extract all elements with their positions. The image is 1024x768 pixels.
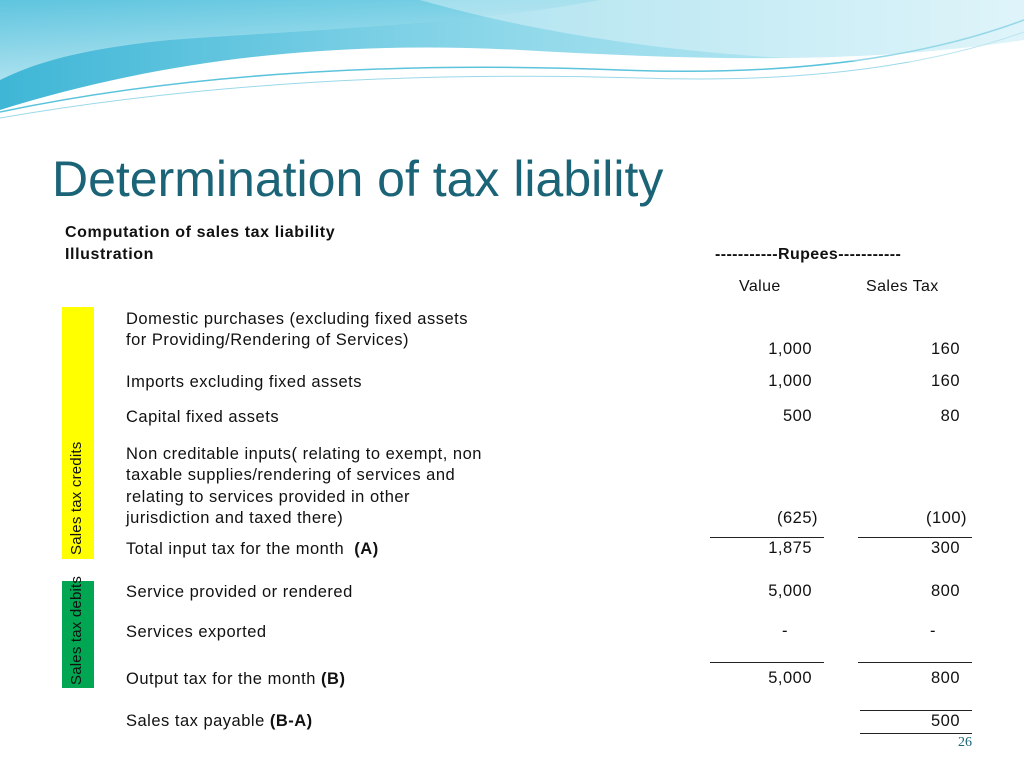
subtotal-line-value-a: [710, 537, 824, 538]
row-domestic-line2: for Providing/Rendering of Services): [126, 331, 410, 349]
row-imports-value: 1,000: [768, 372, 812, 390]
row-output-value: 5,000: [768, 669, 812, 687]
row-service-value: 5,000: [768, 582, 812, 600]
row-noncred-line1: Non creditable inputs( relating to exempt, non: [126, 445, 482, 463]
row-payable-label: Sales tax payable: [126, 712, 265, 730]
subtitle-illustration: Illustration: [65, 246, 154, 263]
row-capital-label: Capital fixed assets: [126, 408, 280, 426]
row-noncred-tax: (100): [925, 509, 967, 527]
row-payable: [126, 711, 313, 733]
row-imports-label: Imports excluding fixed assets: [126, 373, 363, 391]
rupees-header: -----------Rupees-----------: [715, 246, 902, 263]
sales-tax-debits-band: [62, 575, 94, 688]
row-capital-tax: 80: [940, 407, 960, 425]
row-noncred-line4: jurisdiction and taxed there): [126, 509, 344, 527]
row-total-input-tag: (A): [354, 540, 379, 558]
row-noncred-value: (625): [776, 509, 818, 527]
page-title: Determination of tax liability: [52, 151, 664, 207]
row-noncred-line3: relating to services provided in other: [126, 488, 411, 506]
column-header-sales-tax: Sales Tax: [866, 278, 939, 295]
subtotal-line-tax-b: [858, 662, 972, 663]
row-exported-tax: -: [930, 622, 936, 640]
row-output-label: Output tax for the month: [126, 670, 316, 688]
row-domestic-value: 1,000: [768, 340, 812, 358]
sales-tax-debits-label: Sales tax debits: [68, 575, 85, 685]
row-domestic-tax: 160: [930, 340, 960, 358]
row-output: [126, 669, 345, 691]
header-wave-decoration: [0, 0, 1024, 130]
subtotal-line-value-b: [710, 662, 824, 663]
row-service-tax: 800: [930, 582, 960, 600]
row-noncred-line2: taxable supplies/rendering of services and: [126, 466, 456, 484]
sales-tax-credits-band: [62, 307, 94, 559]
row-capital-value: 500: [782, 407, 812, 425]
row-service-label: Service provided or rendered: [126, 583, 353, 601]
row-imports-tax: 160: [930, 372, 960, 390]
row-total-input-label: Total input tax for the month: [126, 540, 345, 558]
row-payable-tax: 500: [930, 712, 960, 730]
row-total-input-tax: 300: [930, 539, 960, 557]
page-number: 26: [958, 735, 972, 750]
total-line-payable-top: [860, 710, 972, 711]
row-output-tax: 800: [930, 669, 960, 687]
total-line-payable-bottom: [860, 733, 972, 734]
row-total-input: [126, 539, 379, 561]
row-payable-tag: (B-A): [269, 712, 313, 730]
row-domestic-line1: Domestic purchases (excluding fixed assets: [126, 310, 468, 328]
row-exported-label: Services exported: [126, 623, 267, 641]
subtitle-computation: Computation of sales tax liability: [65, 224, 336, 241]
sales-tax-credits-label: Sales tax credits: [68, 441, 85, 555]
subtotal-line-tax-a: [858, 537, 972, 538]
row-total-input-value: 1,875: [768, 539, 812, 557]
row-output-tag: (B): [321, 670, 346, 688]
row-exported-value: -: [782, 622, 788, 640]
column-header-value: Value: [739, 278, 781, 295]
